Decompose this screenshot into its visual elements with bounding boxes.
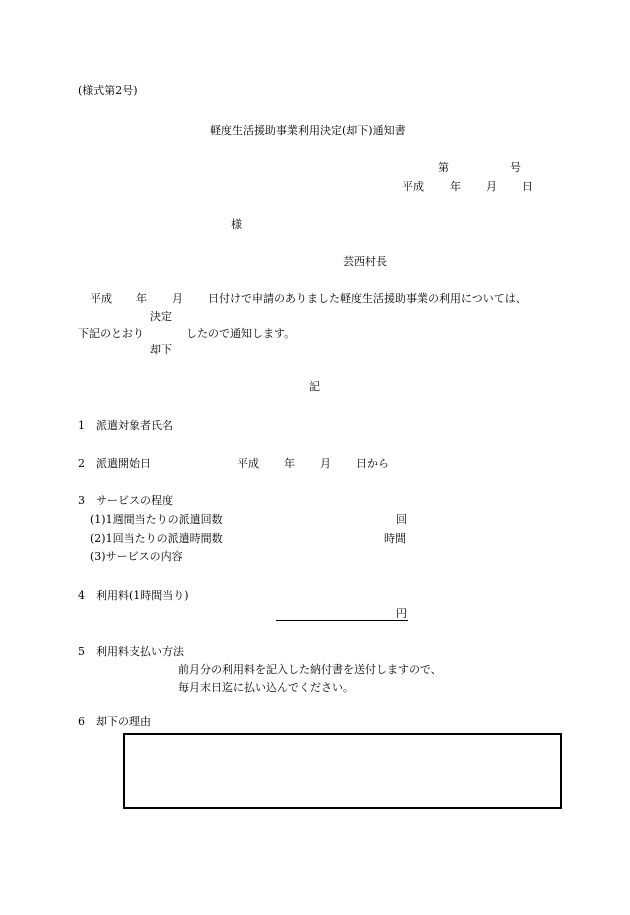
recipient-honorific: 様 <box>231 218 242 231</box>
item5-number: 5 <box>78 645 85 658</box>
ki-heading: 記 <box>309 380 320 393</box>
date-year: 年 <box>450 180 461 193</box>
date-month: 月 <box>486 180 497 193</box>
body-decision: 決定 <box>150 310 172 323</box>
item3-label: サービスの程度 <box>96 494 173 507</box>
item6-label: 却下の理由 <box>96 715 151 728</box>
date-day: 日 <box>522 180 533 193</box>
item2-month: 月 <box>320 457 331 470</box>
item5-line2: 毎月末日迄に払い込んでください。 <box>178 681 354 694</box>
form-number: (様式第2号) <box>78 84 138 97</box>
body-era: 平成 <box>90 292 112 305</box>
issuer: 芸西村長 <box>343 255 387 268</box>
item5-label: 利用料支払い方法 <box>96 645 184 658</box>
date-era: 平成 <box>402 180 424 193</box>
item4-number: 4 <box>78 589 85 602</box>
item2-era: 平成 <box>237 457 259 470</box>
rejection-reason-box <box>123 733 562 809</box>
item2-year: 年 <box>284 457 295 470</box>
item2-number: 2 <box>78 457 85 470</box>
item4-amount-line <box>276 620 408 621</box>
doc-number-prefix: 第 <box>438 161 449 174</box>
item2-day-from: 日から <box>356 457 389 470</box>
item3-sub1-unit: 回 <box>396 513 407 526</box>
document-title: 軽度生活援助事業利用決定(却下)通知書 <box>210 124 406 137</box>
item3-sub2: (2)1回当たりの派遣時間数 <box>90 532 223 545</box>
item3-sub2-unit: 時間 <box>384 532 406 545</box>
item4-label: 利用料(1時間当り) <box>96 589 189 602</box>
body-year: 年 <box>136 292 147 305</box>
item2-label: 派遣開始日 <box>96 457 151 470</box>
doc-number-suffix: 号 <box>510 161 521 174</box>
body-rejection: 却下 <box>150 343 172 356</box>
item3-number: 3 <box>78 494 85 507</box>
body-month: 月 <box>172 292 183 305</box>
body-text: 日付けで申請のありました軽度生活援助事業の利用については、 <box>208 292 527 305</box>
item4-unit: 円 <box>396 607 407 620</box>
item3-sub3: (3)サービスの内容 <box>90 550 183 563</box>
body-line2-prefix: 下記のとおり <box>78 327 144 340</box>
body-line2-suffix: したので通知します。 <box>186 327 296 340</box>
item1-number: 1 <box>78 419 85 432</box>
item6-number: 6 <box>78 715 85 728</box>
item5-line1: 前月分の利用料を記入した納付書を送付しますので、 <box>178 663 442 676</box>
item1-label: 派遣対象者氏名 <box>96 419 173 432</box>
item3-sub1: (1)1週間当たりの派遣回数 <box>90 513 223 526</box>
